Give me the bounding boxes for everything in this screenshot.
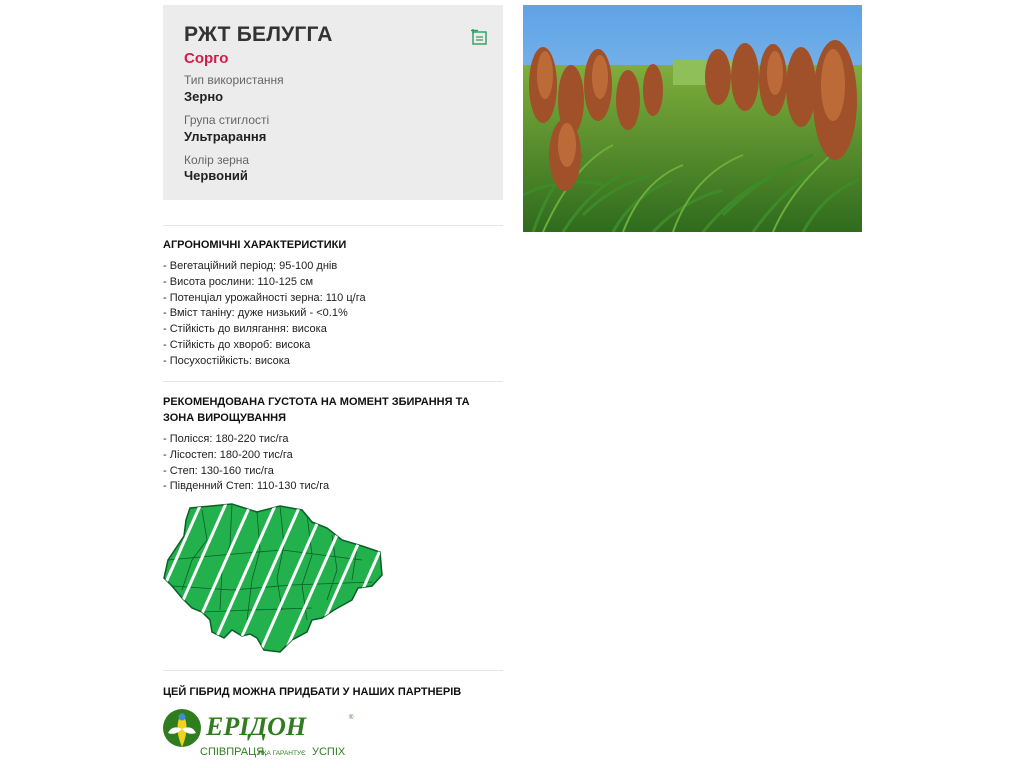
usage-value: Зерно <box>184 89 224 104</box>
logo-tagline-a: СПІВПРАЦЯ, <box>200 746 268 758</box>
compare-icon[interactable] <box>470 27 490 47</box>
partner-logo[interactable] <box>162 703 362 759</box>
list-item: - Стійкість до хвороб: висока <box>163 338 366 354</box>
list-item: - Стійкість до вилягання: висока <box>163 322 366 338</box>
maturity-value: Ультрарання <box>184 129 267 144</box>
svg-text:®: ® <box>349 715 354 721</box>
list-item: - Посухостійкість: висока <box>163 354 366 370</box>
list-item: - Південний Степ: 110-130 тис/га <box>163 479 329 495</box>
product-title: РЖТ БЕЛУГГА <box>184 23 333 46</box>
density-list <box>163 432 329 495</box>
list-item: - Висота рослини: 110-125 см <box>163 275 366 291</box>
list-item: - Лісостеп: 180-200 тис/га <box>163 448 329 464</box>
eridon-logo-icon <box>162 703 362 759</box>
usage-label: Тип використання <box>184 73 284 87</box>
crop-name: Сорго <box>184 50 229 67</box>
list-item: - Потенціал урожайності зерна: 110 ц/га <box>163 291 366 307</box>
list-item: - Полісся: 180-220 тис/га <box>163 432 329 448</box>
divider <box>163 670 503 671</box>
product-card <box>163 5 503 200</box>
grain-color-value: Червоний <box>184 168 248 183</box>
agronomic-list <box>163 259 366 370</box>
maturity-label: Група стиглості <box>184 113 270 127</box>
list-item: - Вміст таніну: дуже низький - <0.1% <box>163 306 366 322</box>
divider <box>163 225 503 226</box>
product-photo <box>523 5 862 232</box>
growing-zone-map <box>162 500 384 660</box>
list-item: - Степ: 130-160 тис/га <box>163 464 329 480</box>
list-item: - Вегетаційний період: 95-100 днів <box>163 259 366 275</box>
logo-tagline-b: ЯКА ГАРАНТУЄ <box>258 750 306 757</box>
partners-title: ЦЕЙ ГІБРИД МОЖНА ПРИДБАТИ У НАШИХ ПАРТНЕРІВ <box>163 686 462 698</box>
logo-name: ЕРІДОН <box>206 712 307 741</box>
divider <box>163 381 503 382</box>
grain-color-label: Колір зерна <box>184 153 250 167</box>
logo-tagline-c: УСПІХ <box>312 746 346 758</box>
density-title: РЕКОМЕНДОВАНА ГУСТОТА НА МОМЕНТ ЗБИРАННЯ ТА ЗОНА ВИРОЩУВАННЯ <box>163 396 470 424</box>
agronomic-title: АГРОНОМІЧНІ ХАРАКТЕРИСТИКИ <box>163 239 347 251</box>
